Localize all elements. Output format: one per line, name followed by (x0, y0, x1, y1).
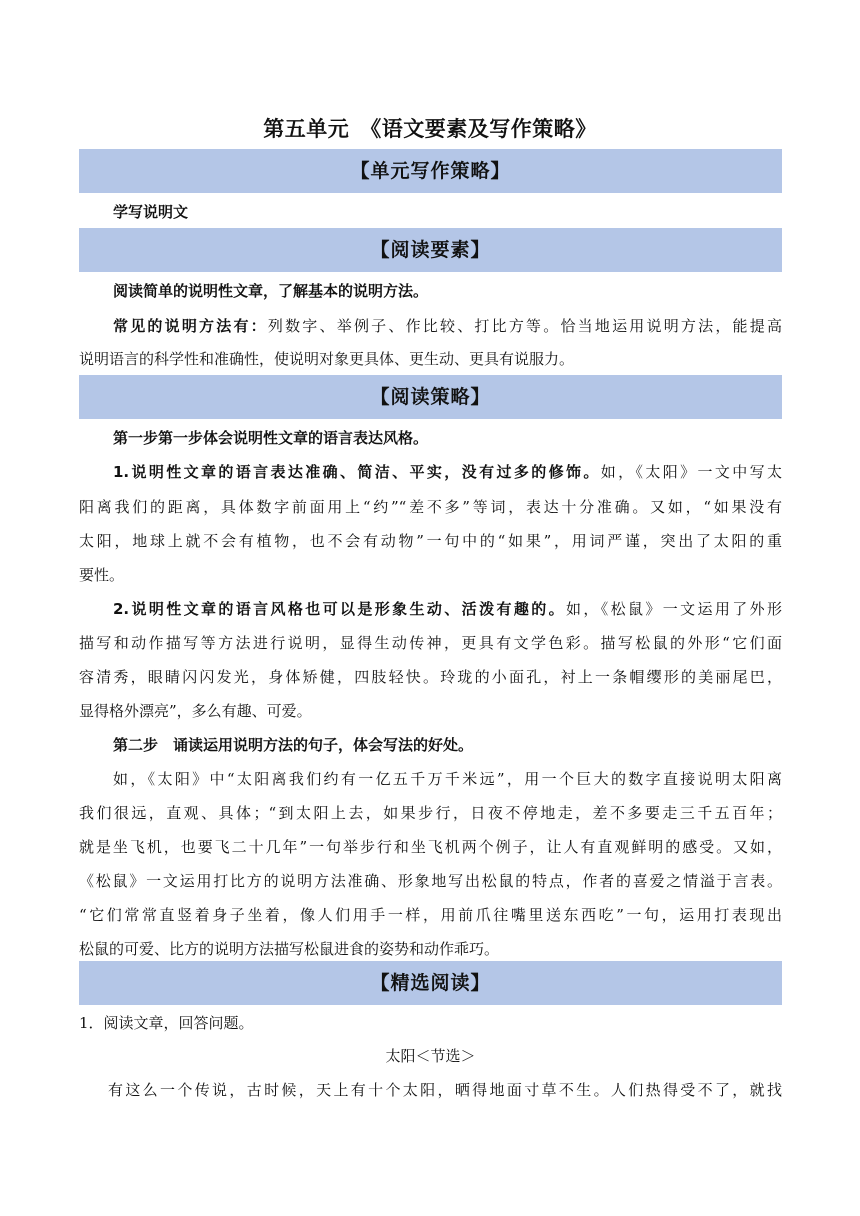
strategy-point1-line4: 要性。 (79, 566, 125, 584)
strategy-example-line2: 我们很远，直观、具体；“到太阳上去，如果步行，日夜不停地走，差不多要走三千五百年； (79, 804, 782, 822)
reading-element-goal: 阅读简单的说明性文章，了解基本的说明方法。 (113, 282, 429, 300)
strategy-point2-text: 如，《松鼠》一文运用了外形 (565, 600, 782, 618)
strategy-point2-lead: 2.说明性文章的语言风格也可以是形象生动、活泼有趣的。 (113, 600, 566, 618)
methods-text: 列数字、举例子、作比较、打比方等。恰当地运用说明方法，能提高 (267, 317, 782, 335)
strategy-example-line3: 就是坐飞机，也要飞二十几年”一句举步行和坐飞机两个例子，让人有直观鲜明的感受。又如， (79, 838, 782, 856)
section-header-selected-reading: 【精选阅读】 (79, 961, 782, 1005)
question-1: 1．阅读文章，回答问题。 (79, 1014, 254, 1032)
reading-element-methods-line2: 说明语言的科学性和准确性，使说明对象更具体、更生动、更具有说服力。 (79, 350, 575, 368)
strategy-point2-line3: 容清秀，眼睛闪闪发光，身体矫健，四肢轻快。玲珑的小面孔，衬上一条帽缨形的美丽尾巴， (79, 668, 782, 686)
strategy-point1-lead: 1.说明性文章的语言表达准确、简洁、平实，没有过多的修饰。 (113, 463, 601, 481)
writing-topic: 学写说明文 (113, 203, 189, 221)
section-header-reading-elements: 【阅读要素】 (79, 228, 782, 272)
section-header-reading-strategy: 【阅读策略】 (79, 375, 782, 419)
strategy-example-line5: “它们常常直竖着身子坐着，像人们用手一样，用前爪往嘴里送东西吃”一句，运用打表现出 (79, 906, 782, 924)
strategy-example-line6: 松鼠的可爱、比方的说明方法描写松鼠进食的姿势和动作乖巧。 (79, 940, 500, 958)
methods-lead: 常见的说明方法有： (113, 317, 268, 335)
strategy-point1-line2: 阳离我们的距离，具体数字前面用上“约”“差不多”等词，表达十分准确。又如，“如果没有 (79, 498, 782, 516)
article-line1: 有这么一个传说，古时候，天上有十个太阳，晒得地面寸草不生。人们热得受不了，就找 (108, 1081, 782, 1099)
section-header-writing-strategy: 【单元写作策略】 (79, 149, 782, 193)
reading-element-methods-line (113, 316, 782, 336)
article-title: 太阳＜节选＞ (385, 1047, 476, 1065)
strategy-example-line4: 《松鼠》一文运用打比方的说明方法准确、形象地写出松鼠的特点，作者的喜爱之情溢于言表。 (79, 872, 782, 890)
strategy-step2: 第二步 诵读运用说明方法的句子，体会写法的好处。 (113, 736, 474, 754)
strategy-point2-line1 (113, 599, 782, 619)
page-title: 第五单元 《语文要素及写作策略》 (263, 117, 597, 141)
strategy-point1-text: 如，《太阳》一文中写太 (600, 463, 782, 481)
strategy-example-line1: 如，《太阳》中“太阳离我们约有一亿五千万千米远”，用一个巨大的数字直接说明太阳离 (113, 770, 782, 788)
strategy-point1-line3: 太阳，地球上就不会有植物，也不会有动物”一句中的“如果”，用词严谨，突出了太阳的重 (79, 532, 782, 550)
strategy-point2-line2: 描写和动作描写等方法进行说明，显得生动传神，更具有文学色彩。描写松鼠的外形“它们面 (79, 634, 782, 652)
strategy-point2-line4: 显得格外漂亮”，多么有趣、可爱。 (79, 702, 312, 720)
strategy-point1-line1 (113, 462, 782, 482)
strategy-step1: 第一步第一步体会说明性文章的语言表达风格。 (113, 429, 429, 447)
